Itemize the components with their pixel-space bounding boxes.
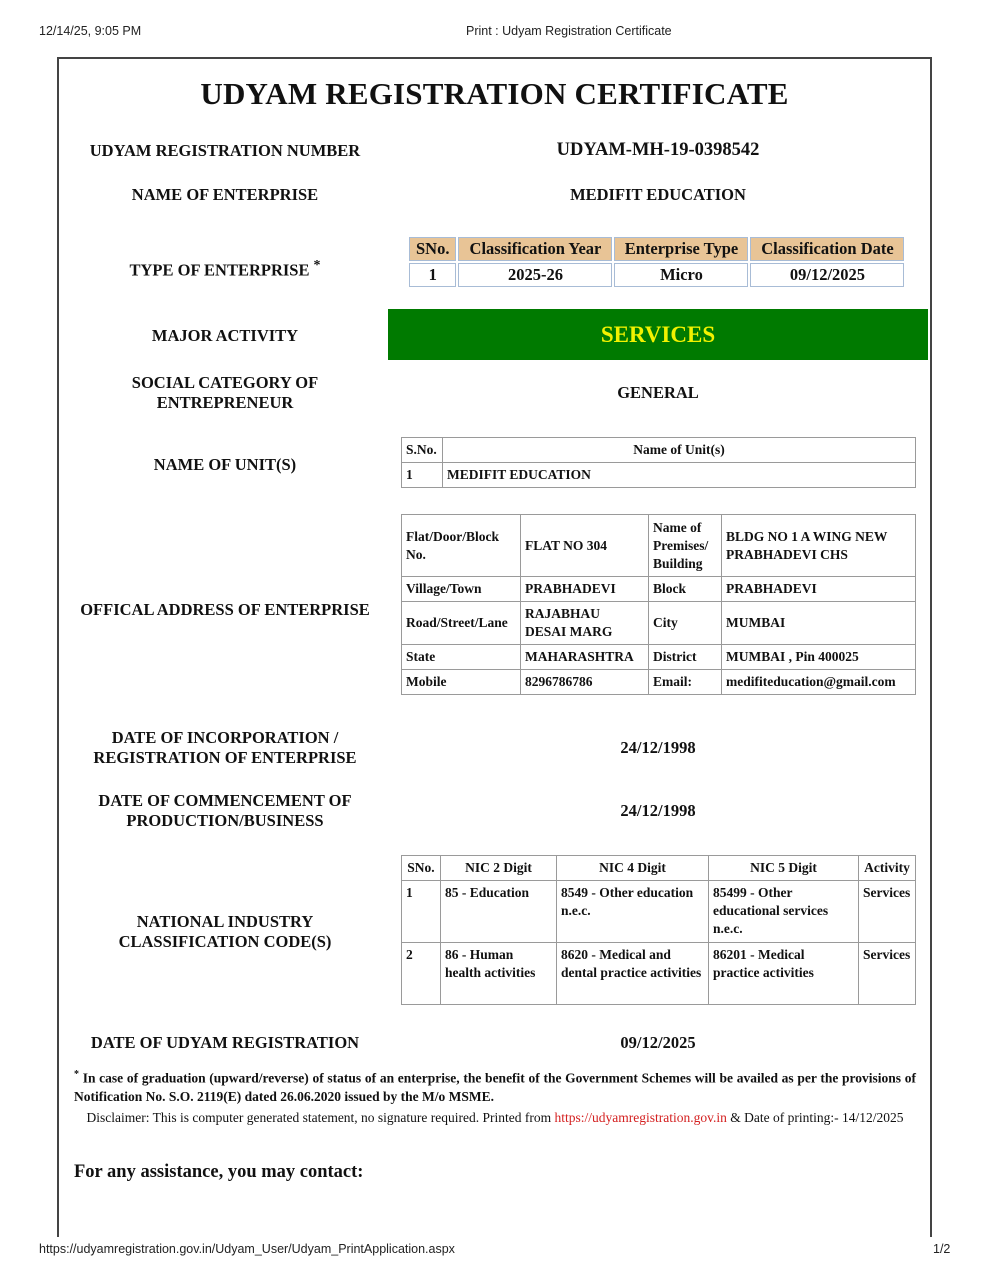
address-field-value: MUMBAI: [722, 602, 916, 645]
units-header-sno: S.No.: [402, 438, 443, 463]
address-field-value: MUMBAI , Pin 400025: [722, 645, 916, 670]
address-row: [402, 645, 916, 670]
commencement-date-label: [70, 791, 380, 831]
nic-header-5digit: NIC 5 Digit: [709, 856, 859, 881]
nic-activity: Services: [859, 881, 916, 943]
nic-sno: 1: [402, 881, 441, 943]
nic-activity: Services: [859, 943, 916, 1005]
address-field-value: MAHARASHTRA: [521, 645, 649, 670]
classification-date: 09/12/2025: [750, 263, 904, 287]
address-field-label: Block: [649, 577, 722, 602]
nic-header-4digit: NIC 4 Digit: [557, 856, 709, 881]
major-activity-label: MAJOR ACTIVITY: [151, 326, 299, 345]
units-table: [401, 437, 916, 488]
graduation-note: [74, 1066, 916, 1106]
address-field-label: Name of Premises/ Building: [649, 515, 722, 577]
address-field-label: Flat/Door/Block No.: [402, 515, 521, 577]
disclaimer-suffix: & Date of printing:- 14/12/2025: [726, 1110, 904, 1125]
nic-sno: 2: [402, 943, 441, 1005]
major-activity-banner: SERVICES: [388, 309, 928, 360]
address-table: [401, 514, 916, 695]
nic-label-line1: NATIONAL INDUSTRY: [136, 912, 314, 931]
address-field-value: RAJABHAU DESAI MARG: [521, 602, 649, 645]
classification-header-year: Classification Year: [458, 237, 612, 261]
classification-sno: 1: [409, 263, 456, 287]
address-field-label: Road/Street/Lane: [402, 602, 521, 645]
nic-header-sno: SNo.: [402, 856, 441, 881]
classification-row: [409, 263, 904, 287]
nic-4digit: 8620 - Medical and dental practice activities: [557, 943, 709, 1005]
address-field-label: Email:: [649, 670, 722, 695]
nic-5digit: 85499 - Other educational services n.e.c.: [709, 881, 859, 943]
units-row: [402, 463, 916, 488]
address-row: [402, 577, 916, 602]
disclaimer-prefix: Disclaimer: This is computer generated statement, no signature required. Printed from: [86, 1110, 555, 1125]
note-asterisk: *: [74, 1069, 79, 1080]
nic-header-activity: Activity: [859, 856, 916, 881]
classification-header-row: [409, 237, 904, 261]
address-label: OFFICAL ADDRESS OF ENTERPRISE: [80, 600, 370, 619]
udyam-portal-link[interactable]: https://udyamregistration.gov.in: [554, 1110, 727, 1125]
address-field-value: FLAT NO 304: [521, 515, 649, 577]
disclaimer: [74, 1109, 916, 1127]
address-field-value: PRABHADEVI: [722, 577, 916, 602]
commencement-date-label-line1: DATE OF COMMENCEMENT OF: [98, 791, 352, 810]
address-row: [402, 670, 916, 695]
address-field-value: PRABHADEVI: [521, 577, 649, 602]
commencement-date-value: 24/12/1998: [620, 801, 696, 820]
nic-5digit: 86201 - Medical practice activities: [709, 943, 859, 1005]
registration-number-label: UDYAM REGISTRATION NUMBER: [89, 141, 361, 160]
enterprise-type-label-text: TYPE OF ENTERPRISE: [129, 260, 310, 280]
udyam-registration-date-value: 09/12/2025: [620, 1033, 696, 1052]
note-text: In case of graduation (upward/reverse) of status of an enterprise, the benefit of the Government Schemes will be availed as per the provisions of Notification No. S.O. 2119(E) dated 26.06.2020 issued by the M/o MSME.: [74, 1070, 916, 1104]
email-value: medifiteducation@gmail.com: [722, 670, 916, 695]
nic-header-row: [402, 856, 916, 881]
udyam-registration-date-label: DATE OF UDYAM REGISTRATION: [90, 1033, 360, 1052]
mobile-value: 8296786786: [521, 670, 649, 695]
commencement-date-label-line2: PRODUCTION/BUSINESS: [126, 811, 324, 830]
units-header-name: Name of Unit(s): [443, 438, 916, 463]
classification-header-type: Enterprise Type: [614, 237, 748, 261]
incorporation-date-label-line1: DATE OF INCORPORATION /: [111, 728, 339, 747]
classification-type: Micro: [614, 263, 748, 287]
nic-4digit: 8549 - Other education n.e.c.: [557, 881, 709, 943]
units-header-row: [402, 438, 916, 463]
nic-label: [70, 912, 380, 952]
classification-table: [407, 235, 906, 289]
address-field-label: State: [402, 645, 521, 670]
nic-table: [401, 855, 916, 1005]
classification-header-sno: SNo.: [409, 237, 456, 261]
address-field-label: Village/Town: [402, 577, 521, 602]
print-footer-url: https://udyamregistration.gov.in/Udyam_User/Udyam_PrintApplication.aspx: [39, 1242, 455, 1256]
social-category-value: GENERAL: [617, 383, 699, 402]
nic-header-2digit: NIC 2 Digit: [441, 856, 557, 881]
registration-number-value: UDYAM-MH-19-0398542: [556, 140, 760, 160]
print-page-number: 1/2: [933, 1242, 951, 1256]
assistance-heading: For any assistance, you may contact:: [74, 1162, 364, 1182]
unit-name: MEDIFIT EDUCATION: [443, 463, 916, 488]
nic-row: [402, 881, 916, 943]
classification-year: 2025-26: [458, 263, 612, 287]
address-field-label: District: [649, 645, 722, 670]
nic-label-line2: CLASSIFICATION CODE(S): [118, 932, 332, 951]
address-field-label: Mobile: [402, 670, 521, 695]
classification-header-date: Classification Date: [750, 237, 904, 261]
address-row: [402, 515, 916, 577]
incorporation-date-value: 24/12/1998: [620, 738, 696, 757]
nic-2digit: 85 - Education: [441, 881, 557, 943]
address-field-value: BLDG NO 1 A WING NEW PRABHADEVI CHS: [722, 515, 916, 577]
certificate-title: UDYAM REGISTRATION CERTIFICATE: [200, 76, 789, 111]
enterprise-name-value: MEDIFIT EDUCATION: [570, 185, 746, 204]
enterprise-name-label: NAME OF ENTERPRISE: [131, 185, 319, 204]
enterprise-type-label: [70, 256, 380, 281]
address-field-label: City: [649, 602, 722, 645]
social-category-label-line1: SOCIAL CATEGORY OF: [131, 373, 319, 392]
print-page-title: Print : Udyam Registration Certificate: [466, 24, 672, 38]
incorporation-date-label: [70, 728, 380, 768]
address-row: [402, 602, 916, 645]
social-category-label-line2: ENTREPRENEUR: [156, 393, 294, 412]
print-datetime: 12/14/25, 9:05 PM: [39, 24, 142, 38]
nic-row: [402, 943, 916, 1005]
asterisk-marker: *: [313, 258, 321, 273]
nic-2digit: 86 - Human health activities: [441, 943, 557, 1005]
social-category-label: [70, 373, 380, 413]
incorporation-date-label-line2: REGISTRATION OF ENTERPRISE: [93, 748, 357, 767]
unit-sno: 1: [402, 463, 443, 488]
units-label: NAME OF UNIT(S): [153, 455, 297, 474]
